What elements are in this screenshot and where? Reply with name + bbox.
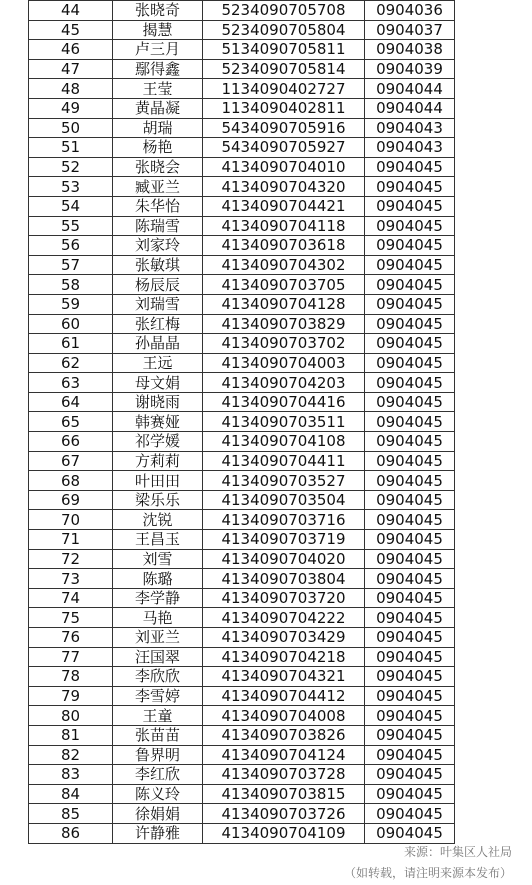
exam-id-cell: 4134090704109 (203, 823, 365, 843)
position-code-cell: 0904045 (365, 784, 455, 804)
row-number-cell: 78 (29, 667, 113, 687)
exam-id-cell: 4134090704320 (203, 177, 365, 197)
position-code-cell: 0904045 (365, 353, 455, 373)
row-number-cell: 69 (29, 490, 113, 510)
position-code-cell: 0904045 (365, 373, 455, 393)
table-row (29, 686, 455, 706)
position-code-cell: 0904045 (365, 412, 455, 432)
position-code-cell: 0904045 (365, 628, 455, 648)
name-cell: 沈锐 (113, 510, 203, 530)
row-number-cell: 64 (29, 392, 113, 412)
table-row (29, 530, 455, 550)
position-code-cell: 0904045 (365, 490, 455, 510)
position-code-cell: 0904045 (365, 569, 455, 589)
name-cell: 徐娟娟 (113, 804, 203, 824)
position-code-cell: 0904045 (365, 275, 455, 295)
table-row (29, 138, 455, 158)
name-cell: 祁学媛 (113, 432, 203, 452)
exam-id-cell: 4134090703719 (203, 530, 365, 550)
source-caption: 来源：叶集区人社局 (403, 845, 512, 859)
table-row (29, 706, 455, 726)
table-row (29, 765, 455, 785)
row-number-cell: 46 (29, 40, 113, 60)
name-cell: 张敏琪 (113, 255, 203, 275)
position-code-cell: 0904045 (365, 510, 455, 530)
table-row (29, 647, 455, 667)
name-cell: 母文娟 (113, 373, 203, 393)
name-cell: 王莹 (113, 79, 203, 99)
row-number-cell: 83 (29, 765, 113, 785)
exam-id-cell: 4134090704124 (203, 745, 365, 765)
exam-id-cell: 4134090704411 (203, 451, 365, 471)
position-code-cell: 0904038 (365, 40, 455, 60)
name-cell: 杨艳 (113, 138, 203, 158)
row-number-cell: 70 (29, 510, 113, 530)
name-cell: 孙晶晶 (113, 334, 203, 354)
exam-id-cell: 5134090705811 (203, 40, 365, 60)
exam-id-cell: 4134090703705 (203, 275, 365, 295)
exam-id-cell: 4134090703815 (203, 784, 365, 804)
position-code-cell: 0904045 (365, 157, 455, 177)
table-row (29, 353, 455, 373)
row-number-cell: 79 (29, 686, 113, 706)
row-number-cell: 47 (29, 59, 113, 79)
name-cell: 马艳 (113, 608, 203, 628)
row-number-cell: 54 (29, 196, 113, 216)
row-number-cell: 71 (29, 530, 113, 550)
exam-id-cell: 4134090703829 (203, 314, 365, 334)
name-cell: 陈瑞雪 (113, 216, 203, 236)
results-table-container (28, 0, 454, 844)
row-number-cell: 60 (29, 314, 113, 334)
row-number-cell: 59 (29, 294, 113, 314)
position-code-cell: 0904045 (365, 334, 455, 354)
exam-id-cell: 4134090704128 (203, 294, 365, 314)
row-number-cell: 63 (29, 373, 113, 393)
row-number-cell: 82 (29, 745, 113, 765)
name-cell: 张苗苗 (113, 725, 203, 745)
position-code-cell: 0904045 (365, 588, 455, 608)
position-code-cell: 0904044 (365, 98, 455, 118)
name-cell: 张红梅 (113, 314, 203, 334)
name-cell: 张晓奇 (113, 1, 203, 21)
name-cell: 鲁界明 (113, 745, 203, 765)
position-code-cell: 0904045 (365, 765, 455, 785)
results-table-body (29, 1, 455, 844)
position-code-cell: 0904045 (365, 255, 455, 275)
row-number-cell: 74 (29, 588, 113, 608)
table-row (29, 549, 455, 569)
row-number-cell: 57 (29, 255, 113, 275)
exam-id-cell: 4134090703429 (203, 628, 365, 648)
exam-id-cell: 4134090704222 (203, 608, 365, 628)
exam-id-cell: 4134090704421 (203, 196, 365, 216)
name-cell: 王童 (113, 706, 203, 726)
row-number-cell: 58 (29, 275, 113, 295)
row-number-cell: 73 (29, 569, 113, 589)
row-number-cell: 52 (29, 157, 113, 177)
table-row (29, 314, 455, 334)
name-cell: 臧亚兰 (113, 177, 203, 197)
table-row (29, 177, 455, 197)
position-code-cell: 0904045 (365, 236, 455, 256)
table-row (29, 373, 455, 393)
exam-id-cell: 4134090704108 (203, 432, 365, 452)
row-number-cell: 50 (29, 118, 113, 138)
position-code-cell: 0904045 (365, 530, 455, 550)
position-code-cell: 0904045 (365, 804, 455, 824)
exam-id-cell: 1134090402727 (203, 79, 365, 99)
row-number-cell: 62 (29, 353, 113, 373)
exam-id-cell: 4134090704020 (203, 549, 365, 569)
exam-id-cell: 4134090703728 (203, 765, 365, 785)
exam-id-cell: 4134090703716 (203, 510, 365, 530)
name-cell: 杨辰辰 (113, 275, 203, 295)
exam-id-cell: 4134090703720 (203, 588, 365, 608)
exam-id-cell: 5434090705927 (203, 138, 365, 158)
table-row (29, 40, 455, 60)
exam-id-cell: 4134090704008 (203, 706, 365, 726)
row-number-cell: 65 (29, 412, 113, 432)
name-cell: 朱华怡 (113, 196, 203, 216)
exam-id-cell: 5234090705708 (203, 1, 365, 21)
row-number-cell: 56 (29, 236, 113, 256)
name-cell: 黄晶凝 (113, 98, 203, 118)
table-row (29, 432, 455, 452)
exam-id-cell: 5234090705814 (203, 59, 365, 79)
row-number-cell: 53 (29, 177, 113, 197)
table-row (29, 275, 455, 295)
name-cell: 许静雅 (113, 823, 203, 843)
repost-note: （如转载，请注明来源本发布） (343, 866, 512, 880)
table-row (29, 1, 455, 21)
table-row (29, 118, 455, 138)
row-number-cell: 45 (29, 20, 113, 40)
table-row (29, 157, 455, 177)
table-row (29, 334, 455, 354)
row-number-cell: 81 (29, 725, 113, 745)
position-code-cell: 0904043 (365, 138, 455, 158)
name-cell: 王远 (113, 353, 203, 373)
row-number-cell: 72 (29, 549, 113, 569)
exam-id-cell: 4134090704203 (203, 373, 365, 393)
table-row (29, 569, 455, 589)
row-number-cell: 85 (29, 804, 113, 824)
position-code-cell: 0904045 (365, 725, 455, 745)
table-row (29, 510, 455, 530)
row-number-cell: 48 (29, 79, 113, 99)
position-code-cell: 0904045 (365, 745, 455, 765)
position-code-cell: 0904045 (365, 823, 455, 843)
table-row (29, 823, 455, 843)
table-row (29, 745, 455, 765)
table-row (29, 294, 455, 314)
name-cell: 张晓会 (113, 157, 203, 177)
exam-id-cell: 4134090704003 (203, 353, 365, 373)
name-cell: 李红欣 (113, 765, 203, 785)
name-cell: 刘亚兰 (113, 628, 203, 648)
exam-id-cell: 4134090704010 (203, 157, 365, 177)
results-table (28, 0, 455, 844)
table-row (29, 784, 455, 804)
position-code-cell: 0904044 (365, 79, 455, 99)
exam-id-cell: 4134090704321 (203, 667, 365, 687)
name-cell: 韩赛娅 (113, 412, 203, 432)
position-code-cell: 0904045 (365, 706, 455, 726)
name-cell: 梁乐乐 (113, 490, 203, 510)
name-cell: 陈义玲 (113, 784, 203, 804)
table-row (29, 392, 455, 412)
name-cell: 胡瑞 (113, 118, 203, 138)
row-number-cell: 61 (29, 334, 113, 354)
position-code-cell: 0904045 (365, 294, 455, 314)
exam-id-cell: 1134090402811 (203, 98, 365, 118)
table-row (29, 79, 455, 99)
exam-id-cell: 4134090704416 (203, 392, 365, 412)
table-row (29, 59, 455, 79)
name-cell: 叶田田 (113, 471, 203, 491)
row-number-cell: 66 (29, 432, 113, 452)
table-row (29, 98, 455, 118)
position-code-cell: 0904045 (365, 471, 455, 491)
exam-id-cell: 4134090703702 (203, 334, 365, 354)
position-code-cell: 0904045 (365, 549, 455, 569)
exam-id-cell: 4134090703618 (203, 236, 365, 256)
exam-id-cell: 4134090703504 (203, 490, 365, 510)
name-cell: 李雪婷 (113, 686, 203, 706)
row-number-cell: 84 (29, 784, 113, 804)
exam-id-cell: 5234090705804 (203, 20, 365, 40)
table-row (29, 236, 455, 256)
name-cell: 揭慧 (113, 20, 203, 40)
exam-id-cell: 4134090704412 (203, 686, 365, 706)
row-number-cell: 80 (29, 706, 113, 726)
name-cell: 方莉莉 (113, 451, 203, 471)
exam-id-cell: 5434090705916 (203, 118, 365, 138)
position-code-cell: 0904045 (365, 196, 455, 216)
name-cell: 王昌玉 (113, 530, 203, 550)
name-cell: 陈璐 (113, 569, 203, 589)
position-code-cell: 0904045 (365, 177, 455, 197)
position-code-cell: 0904045 (365, 451, 455, 471)
position-code-cell: 0904045 (365, 608, 455, 628)
exam-id-cell: 4134090703726 (203, 804, 365, 824)
table-row (29, 196, 455, 216)
row-number-cell: 67 (29, 451, 113, 471)
name-cell: 李学静 (113, 588, 203, 608)
name-cell: 李欣欣 (113, 667, 203, 687)
position-code-cell: 0904045 (365, 216, 455, 236)
exam-id-cell: 4134090704118 (203, 216, 365, 236)
row-number-cell: 86 (29, 823, 113, 843)
row-number-cell: 77 (29, 647, 113, 667)
exam-id-cell: 4134090703826 (203, 725, 365, 745)
row-number-cell: 76 (29, 628, 113, 648)
name-cell: 刘瑞雪 (113, 294, 203, 314)
row-number-cell: 55 (29, 216, 113, 236)
position-code-cell: 0904037 (365, 20, 455, 40)
name-cell: 汪国翠 (113, 647, 203, 667)
position-code-cell: 0904039 (365, 59, 455, 79)
row-number-cell: 49 (29, 98, 113, 118)
name-cell: 刘家玲 (113, 236, 203, 256)
name-cell: 谢晓雨 (113, 392, 203, 412)
exam-id-cell: 4134090704302 (203, 255, 365, 275)
position-code-cell: 0904043 (365, 118, 455, 138)
table-row (29, 804, 455, 824)
exam-id-cell: 4134090703527 (203, 471, 365, 491)
table-row (29, 490, 455, 510)
table-row (29, 471, 455, 491)
position-code-cell: 0904045 (365, 314, 455, 334)
table-row (29, 725, 455, 745)
table-row (29, 20, 455, 40)
row-number-cell: 68 (29, 471, 113, 491)
position-code-cell: 0904045 (365, 686, 455, 706)
name-cell: 卢三月 (113, 40, 203, 60)
table-row (29, 255, 455, 275)
table-row (29, 451, 455, 471)
position-code-cell: 0904045 (365, 392, 455, 412)
table-row (29, 608, 455, 628)
row-number-cell: 75 (29, 608, 113, 628)
row-number-cell: 51 (29, 138, 113, 158)
name-cell: 鄢得鑫 (113, 59, 203, 79)
exam-id-cell: 4134090703804 (203, 569, 365, 589)
table-row (29, 588, 455, 608)
exam-id-cell: 4134090703511 (203, 412, 365, 432)
row-number-cell: 44 (29, 1, 113, 21)
position-code-cell: 0904036 (365, 1, 455, 21)
exam-id-cell: 4134090704218 (203, 647, 365, 667)
position-code-cell: 0904045 (365, 432, 455, 452)
name-cell: 刘雪 (113, 549, 203, 569)
position-code-cell: 0904045 (365, 647, 455, 667)
table-row (29, 216, 455, 236)
position-code-cell: 0904045 (365, 667, 455, 687)
table-row (29, 412, 455, 432)
table-row (29, 628, 455, 648)
table-row (29, 667, 455, 687)
